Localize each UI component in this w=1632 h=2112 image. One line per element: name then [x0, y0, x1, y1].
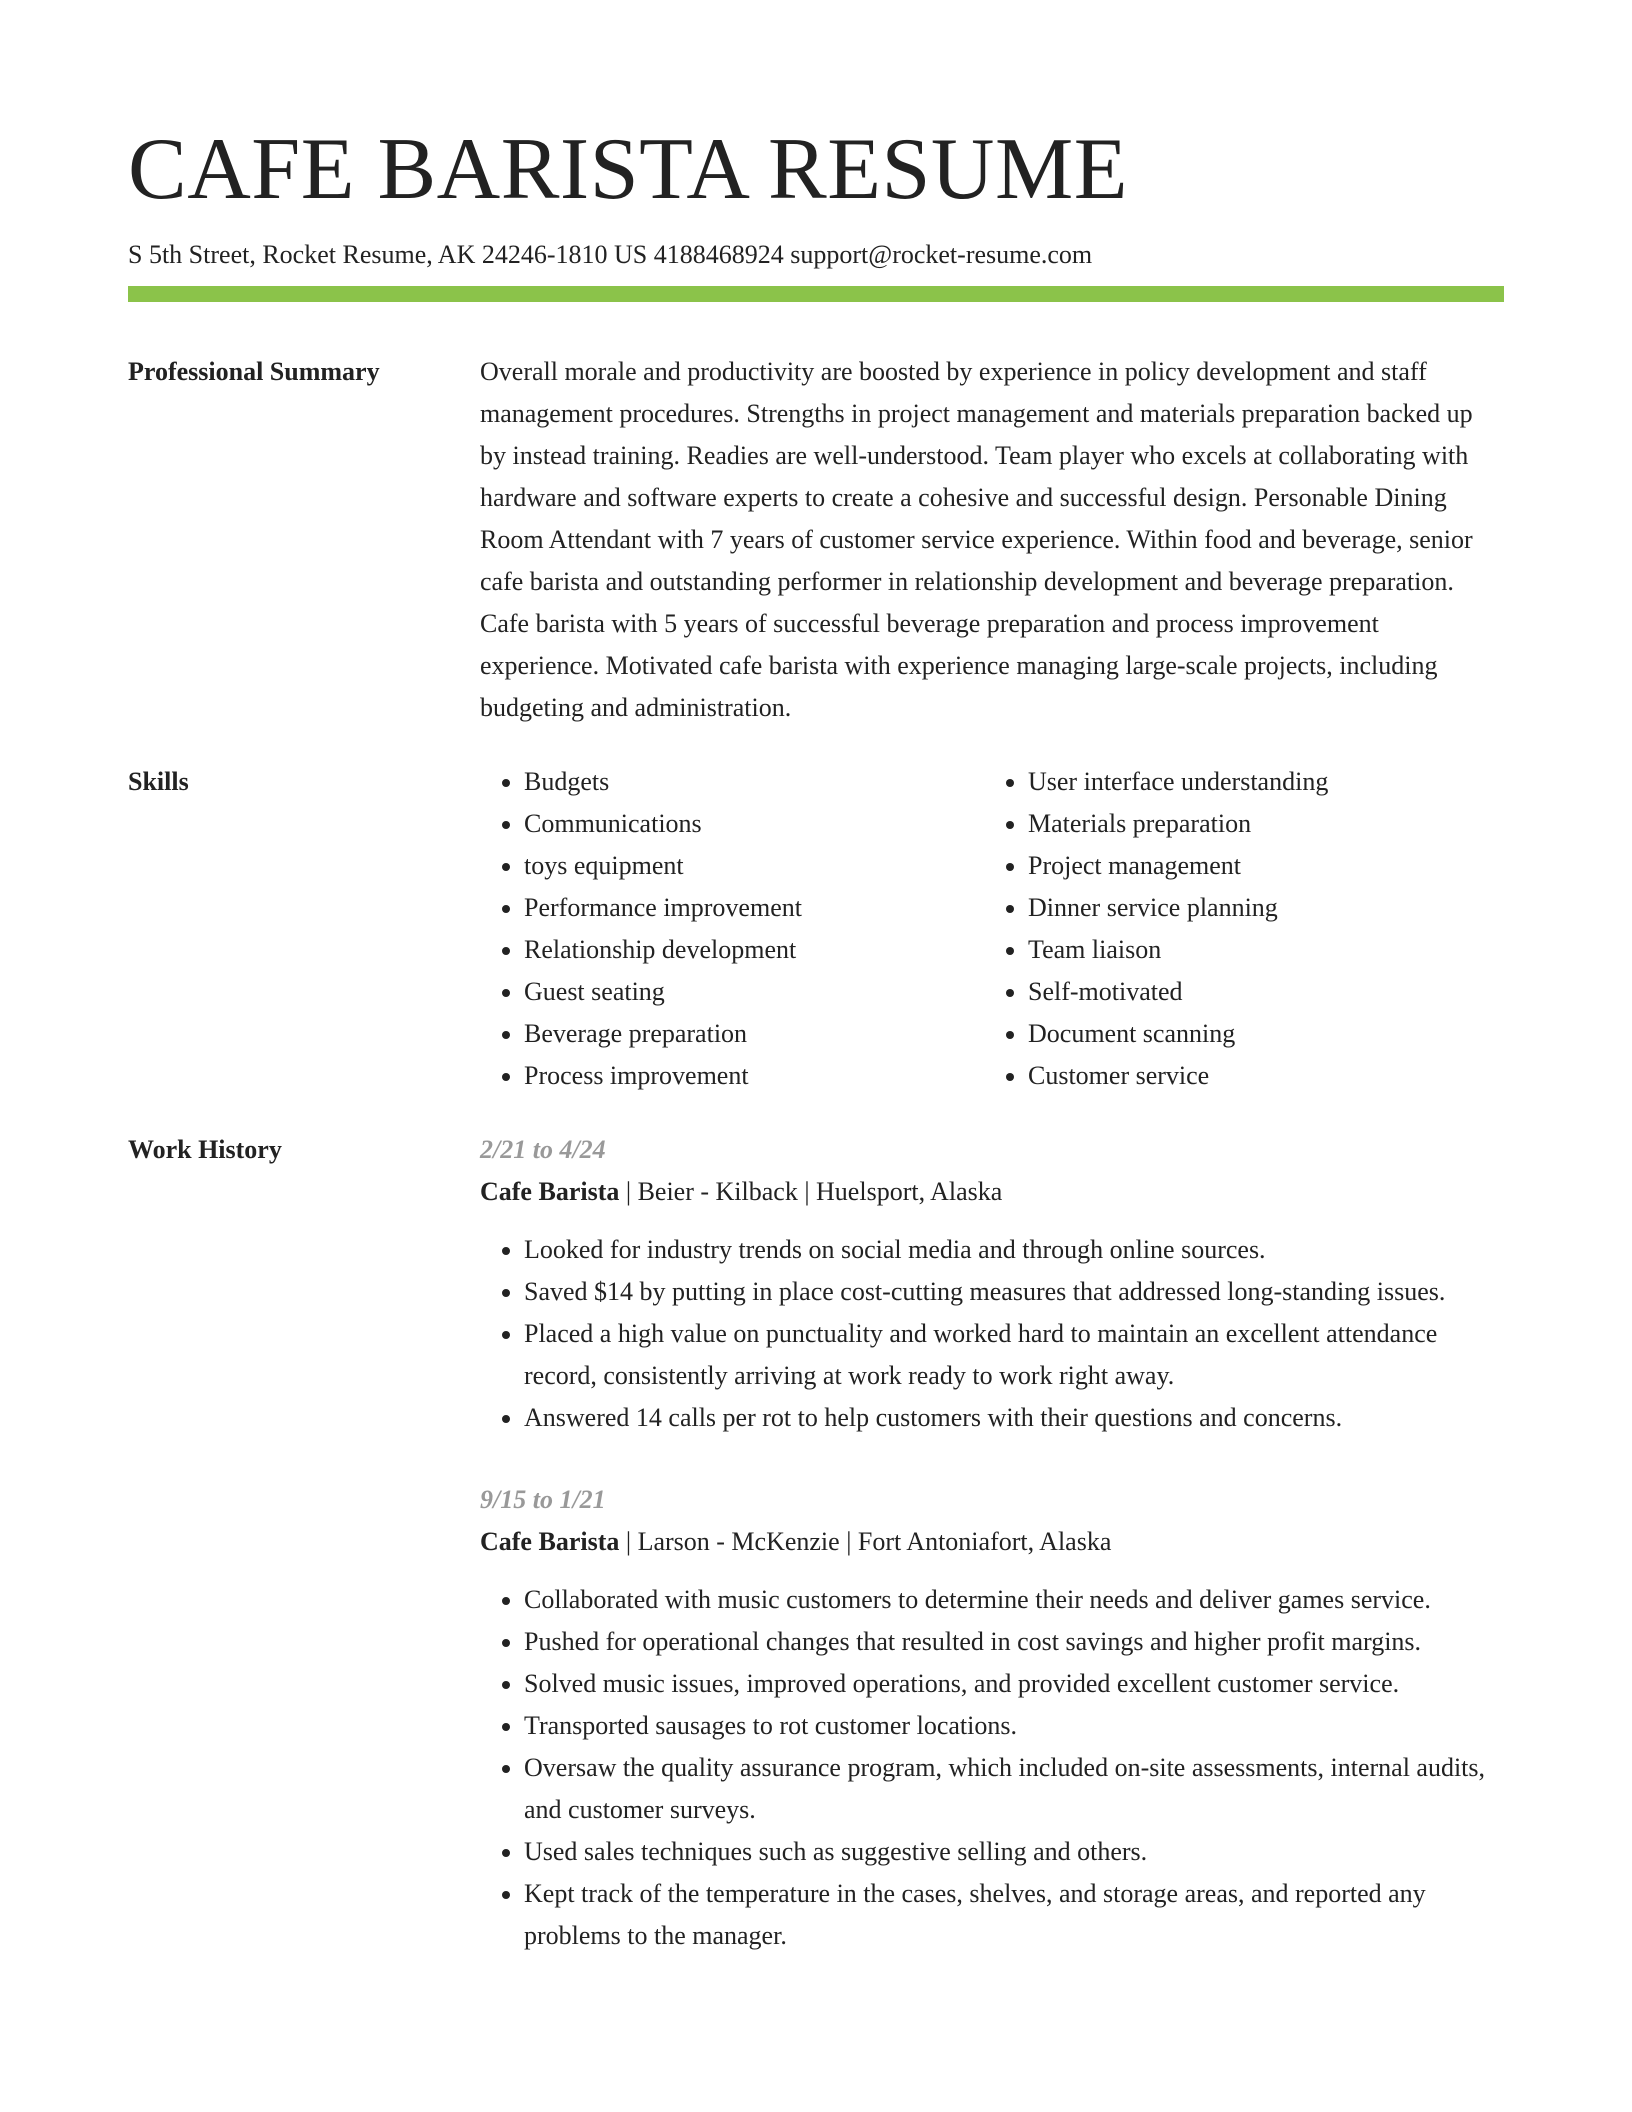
job-bullet: • Used sales techniques such as suggestive selling and others.: [524, 1831, 1504, 1873]
job-heading: [480, 1171, 1504, 1213]
job-bullet: • Looked for industry trends on social media and through online sources.: [524, 1229, 1504, 1271]
job-dates: 9/15 to 1/21: [480, 1484, 606, 1514]
section-title-summary: Professional Summary: [128, 356, 380, 386]
job-bullet: • Pushed for operational changes that resulted in cost savings and higher profit margins.: [524, 1621, 1504, 1663]
skills-columns: [480, 761, 1532, 1097]
skill-item: • toys equipment: [524, 845, 984, 887]
job-bullet: • Placed a high value on punctuality and worked hard to maintain an excellent attendance record, consistently arriving at work ready to work right away.: [524, 1313, 1504, 1397]
job-bullet: • Answered 14 calls per rot to help customers with their questions and concerns.: [524, 1397, 1504, 1439]
skill-item: • Customer service: [1028, 1055, 1532, 1097]
work-history-section: [128, 1129, 1504, 1957]
skill-item: • Communications: [524, 803, 984, 845]
job-entry: [480, 1129, 1504, 1439]
job-bullet: • Transported sausages to rot customer locations.: [524, 1705, 1504, 1747]
work-history-body: [480, 1129, 1504, 1957]
resume-page: [128, 118, 1504, 1957]
job-title: Cafe Barista: [480, 1526, 620, 1556]
job-bullet: • Oversaw the quality assurance program, which included on-site assessments, internal audits, and customer surveys.: [524, 1747, 1504, 1831]
summary-text: Overall morale and productivity are boosted by experience in policy development and staff management procedures. Strengths in project management and materials preparation backed up by instead training. Readies are well-understood. Team player who excels at collaborating with hardware and software experts to create a cohesive and successful design. Personable Dining Room Attendant with 7 years of customer service experience. Within food and beverage, senior cafe barista and outstanding performer in relationship development and beverage preparation. Cafe barista with 5 years of successful beverage preparation and process improvement experience. Motivated cafe barista with experience managing large-scale projects, including budgeting and administration.: [480, 356, 1473, 722]
section-title-skills: Skills: [128, 766, 189, 796]
job-title: Cafe Barista: [480, 1176, 620, 1206]
header-divider: [128, 286, 1504, 302]
job-bullets: [480, 1579, 1504, 1957]
contact-info: S 5th Street, Rocket Resume, AK 24246-1810 US 4188468924 support@rocket-resume.com: [128, 240, 1093, 269]
job-bullets: [480, 1229, 1504, 1439]
skills-section: [128, 761, 1504, 1097]
summary-section: [128, 351, 1504, 729]
skill-item: • Dinner service planning: [1028, 887, 1532, 929]
job-dates: 2/21 to 4/24: [480, 1134, 606, 1164]
skill-item: • Guest seating: [524, 971, 984, 1013]
skill-item: • Relationship development: [524, 929, 984, 971]
job-employer-location: | Beier - Kilback | Huelsport, Alaska: [619, 1176, 1003, 1206]
job-bullet: • Solved music issues, improved operations, and provided excellent customer service.: [524, 1663, 1504, 1705]
skill-item: • User interface understanding: [1028, 761, 1532, 803]
section-title-work-history: Work History: [128, 1134, 282, 1164]
skill-item: • Document scanning: [1028, 1013, 1532, 1055]
skill-item: • Process improvement: [524, 1055, 984, 1097]
skill-item: • Performance improvement: [524, 887, 984, 929]
skill-item: • Materials preparation: [1028, 803, 1532, 845]
skill-item: • Budgets: [524, 761, 984, 803]
job-bullet: • Kept track of the temperature in the cases, shelves, and storage areas, and reported any problems to the manager.: [524, 1873, 1504, 1957]
job-bullet: • Collaborated with music customers to determine their needs and deliver games service.: [524, 1579, 1504, 1621]
job-bullet: • Saved $14 by putting in place cost-cutting measures that addressed long-standing issues.: [524, 1271, 1504, 1313]
skill-item: • Team liaison: [1028, 929, 1532, 971]
job-heading: [480, 1521, 1504, 1563]
skill-item: • Beverage preparation: [524, 1013, 984, 1055]
job-entry: [480, 1479, 1504, 1957]
skill-item: • Project management: [1028, 845, 1532, 887]
resume-title: CAFE BARISTA RESUME: [128, 121, 1128, 218]
skill-item: • Self-motivated: [1028, 971, 1532, 1013]
skills-list-left: [480, 761, 984, 1097]
job-employer-location: | Larson - McKenzie | Fort Antoniafort, Alaska: [619, 1526, 1112, 1556]
skills-list-right: [984, 761, 1532, 1097]
